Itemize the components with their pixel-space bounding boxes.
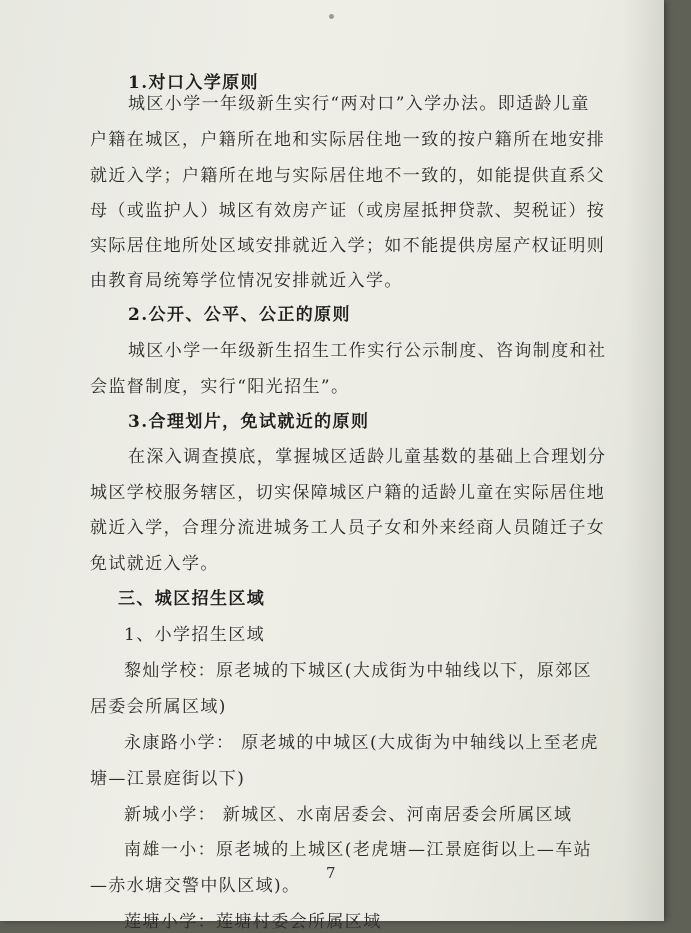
paragraph-line: 就近入学，合理分流进城务工人员子女和外来经商人员随迁子女 [90,518,606,538]
paragraph-line: 城区学校服务辖区，切实保障城区户籍的适龄儿童在实际居住地 [90,483,606,503]
paragraph-line: 城区小学一年级新生招生工作实行公示制度、咨询制度和社 [128,341,607,361]
page-edge-shadow [624,0,664,921]
paragraph-line: 城区小学一年级新生实行“两对口”入学办法。即适龄儿童 [128,94,590,114]
subsection-heading: 1、小学招生区域 [124,625,266,645]
school-entry: 永康路小学： 原老城的中城区(大成街为中轴线以上至老虎 [124,733,599,753]
heading-1: 1.对口入学原则 [128,73,259,93]
school-entry: 莲塘小学：莲塘村委会所属区域 [124,912,382,932]
paragraph-line: 在深入调查摸底，掌握城区适龄儿童基数的基础上合理划分 [128,447,607,467]
school-entry-cont: 居委会所属区域) [90,697,227,717]
paragraph-line: 由教育局统筹学位情况安排就近入学。 [90,271,403,291]
heading-3: 3.合理划片，免试就近的原则 [128,412,370,432]
school-entry: 新城小学： 新城区、水南居委会、河南居委会所属区域 [124,805,573,825]
section-heading: 三、城区招生区域 [118,589,266,609]
page-number: 7 [326,864,336,882]
school-entry-cont: —赤水塘交警中队区域)。 [90,876,301,896]
paragraph-line: 会监督制度，实行“阳光招生”。 [90,377,350,397]
school-entry-cont: 塘—江景庭街以下) [90,769,246,789]
paragraph-line: 户籍在城区，户籍所在地和实际居住地一致的按户籍所在地安排 [90,130,606,150]
school-entry: 黎灿学校：原老城的下城区(大成街为中轴线以下，原郊区 [124,661,593,681]
paragraph-line: 实际居住地所处区域安排就近入学；如不能提供房屋产权证明则 [90,236,606,256]
paragraph-line: 母（或监护人）城区有效房产证（或房屋抵押贷款、契税证）按 [90,201,606,221]
school-entry: 南雄一小：原老城的上城区(老虎塘—江景庭街以上—车站 [124,840,593,860]
paragraph-line: 免试就近入学。 [90,554,219,574]
paper-speck [329,14,334,19]
heading-2: 2.公开、公平、公正的原则 [128,305,351,325]
paragraph-line: 就近入学；户籍所在地与实际居住地不一致的，如能提供直系父 [90,166,606,186]
